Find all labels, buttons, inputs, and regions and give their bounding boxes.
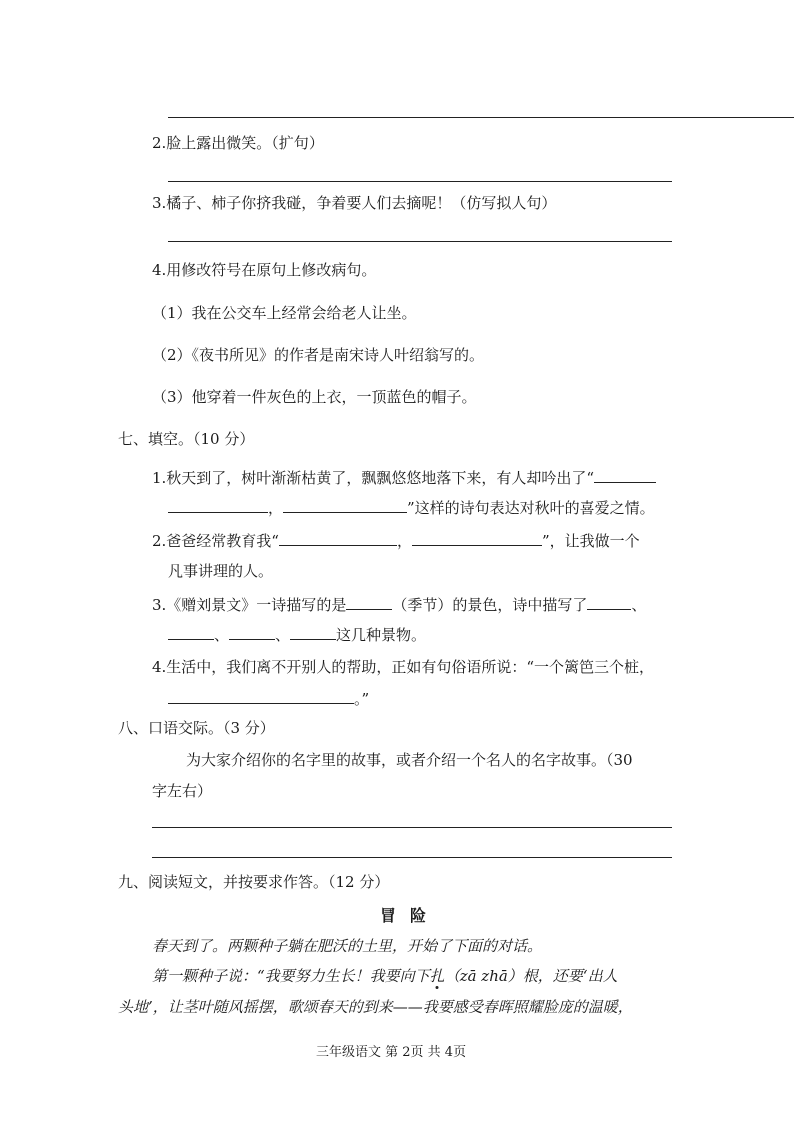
- section-9-heading: 九、阅读短文，并按要求作答。（12 分）: [118, 873, 390, 891]
- q8-prompt-line2: 字左右）: [152, 782, 213, 800]
- q7-item-4-line1: 4.生活中，我们离不开别人的帮助，正如有句俗语所说：“一个篱笆三个桩，: [152, 658, 654, 676]
- blank-3-scene-1[interactable]: [587, 593, 631, 610]
- answer-line-q6-2: [168, 181, 672, 182]
- passage-p2-text-a: 第一颗种子说：“我要努力生长！我要向下: [152, 967, 430, 985]
- passage-paragraph-2: [152, 965, 618, 986]
- q7-item-2-line2: 凡事讲理的人。: [168, 562, 274, 580]
- q6-sentence-3: （3）他穿着一件灰色的上衣，一顶蓝色的帽子。: [152, 388, 477, 406]
- q7-item-1-line2: [168, 496, 655, 518]
- passage-title: 冒险: [380, 906, 441, 925]
- q7-item-3-line2: [168, 623, 426, 645]
- answer-line-q8-2: [152, 857, 672, 858]
- blank-3-scene-2[interactable]: [168, 623, 214, 640]
- q7-item-3-text-d: 这几种景物。: [336, 626, 427, 644]
- q7-item-3-text-b: （季节）的景色，诗中描写了: [392, 596, 588, 614]
- q7-item-1-text-a: 1.秋天到了，树叶渐渐枯黄了，飘飘悠悠地落下来，有人却吟出了“: [152, 469, 594, 487]
- page-footer: 三年级语文 第 2页 共 4页: [316, 1045, 467, 1060]
- q7-item-4-text-b: 。”: [354, 690, 370, 708]
- q8-prompt-line1: 为大家介绍你的名字里的故事，或者介绍一个名人的名字故事。（30: [186, 751, 633, 769]
- blank-2a[interactable]: [279, 529, 397, 546]
- answer-line-q8-1: [152, 827, 672, 828]
- q6-sentence-2: （2）《夜书所见》的作者是南宋诗人叶绍翁写的。: [152, 346, 485, 364]
- q7-item-4-line2: [168, 687, 369, 709]
- blank-4[interactable]: [168, 687, 354, 704]
- q7-item-2-comma: ，: [396, 532, 412, 550]
- q7-item-3-sep-2: 、: [275, 626, 291, 644]
- q7-item-2-text-a: 2.爸爸经常教育我“: [152, 532, 279, 550]
- dotted-char-zha: 扎: [429, 967, 445, 985]
- passage-p2-text-b: （zā zhā）根，还要‘出人: [444, 967, 618, 985]
- answer-line-top: [168, 117, 794, 118]
- q7-item-3-sep-1: 、: [214, 626, 230, 644]
- blank-1c[interactable]: [283, 496, 407, 513]
- blank-1b[interactable]: [168, 496, 268, 513]
- q7-item-1-comma: ，: [268, 499, 284, 517]
- passage-paragraph-1: 春天到了。两颗种子躺在肥沃的土里，开始了下面的对话。: [152, 937, 543, 955]
- blank-3-scene-3[interactable]: [229, 623, 275, 640]
- blank-2b[interactable]: [412, 529, 542, 546]
- section-8-heading: 八、口语交际。（3 分）: [118, 719, 275, 737]
- blank-3-season[interactable]: [346, 593, 392, 610]
- q7-item-2-line1: [152, 529, 640, 551]
- blank-1a[interactable]: [594, 466, 656, 483]
- q7-item-1-text-b: ”这样的诗句表达对秋叶的喜爱之情。: [407, 499, 655, 517]
- q7-item-3-text-c: 、: [631, 596, 647, 614]
- q7-item-2-text-b: ”，让我做一个: [542, 532, 640, 550]
- q6-item-2: 2.脸上露出微笑。（扩句）: [152, 134, 324, 152]
- answer-line-q6-3: [168, 241, 672, 242]
- q6-item-4: 4.用修改符号在原句上修改病句。: [152, 261, 377, 279]
- blank-3-scene-4[interactable]: [290, 623, 336, 640]
- passage-paragraph-3: 头地’，让茎叶随风摇摆，歌颂春天的到来——我要感受春晖照耀脸庞的温暖，: [118, 998, 633, 1016]
- q6-sentence-1: （1）我在公交车上经常会给老人让坐。: [152, 304, 417, 322]
- q6-item-3: 3.橘子、柿子你挤我碰，争着要人们去摘呢！（仿写拟人句）: [152, 194, 557, 212]
- q7-item-1-line1: [152, 466, 656, 488]
- section-7-heading: 七、填空。（10 分）: [118, 430, 255, 448]
- q7-item-3-text-a: 3.《赠刘景文》一诗描写的是: [152, 596, 347, 614]
- q7-item-3-line1: [152, 593, 646, 615]
